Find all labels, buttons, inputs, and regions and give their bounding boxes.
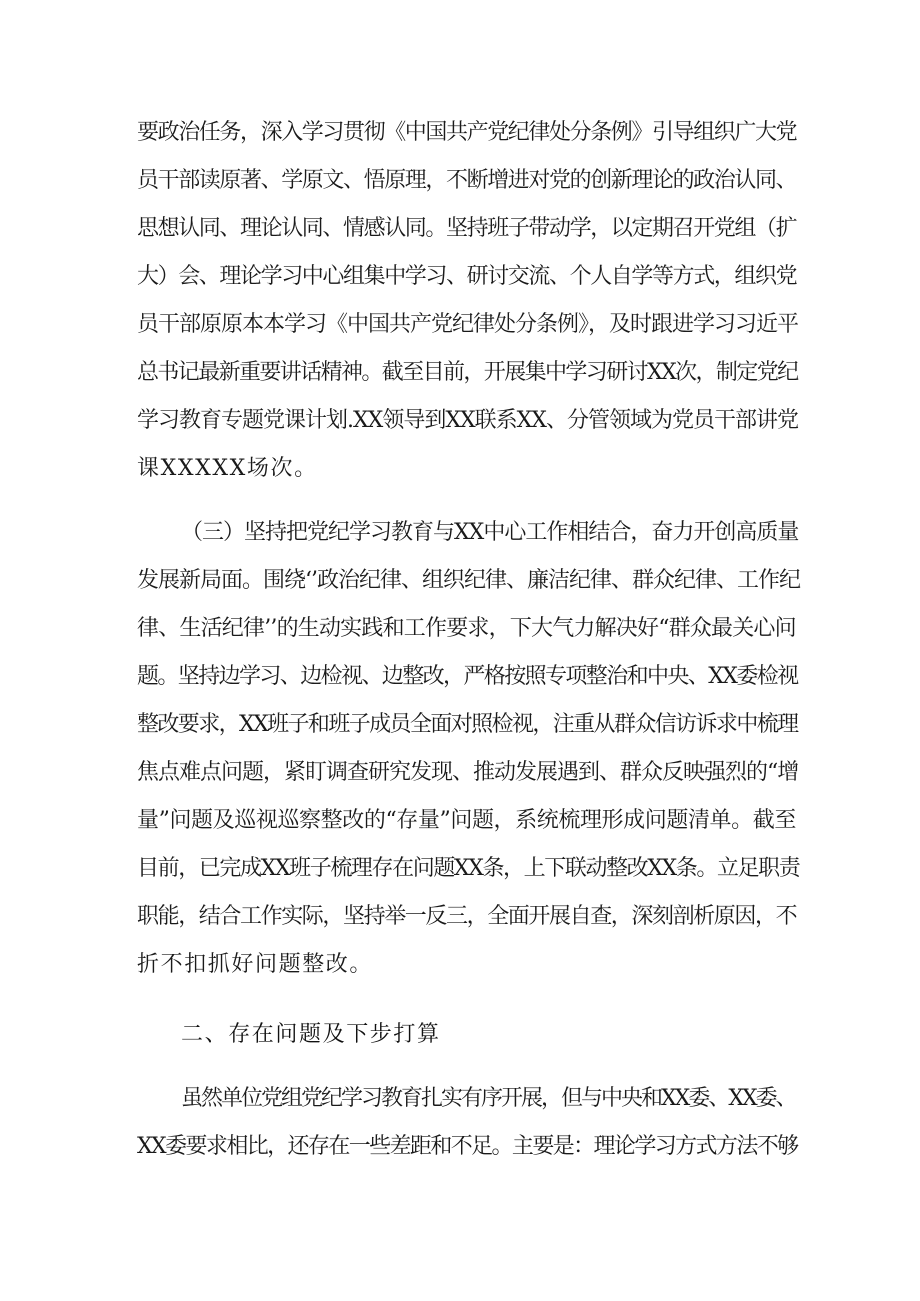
paragraph-line: 目前，已完成XX班子梳理存在问题XX条，上下联动整改XX条。立足职责: [137, 856, 800, 881]
paragraph-line: 大）会、理论学习中心组集中学习、研讨交流、个人自学等方式，组织党: [137, 264, 797, 289]
paragraph-line: 员干部读原著、学原文、悟原理，不断增进对党的创新理论的政治认同、: [137, 168, 797, 193]
paragraph-line: 总书记最新重要讲话精神。截至目前，开展集中学习研讨XX次，制定党纪: [137, 360, 798, 385]
paragraph-line: 整改要求，XX班子和班子成员全面对照检视，注重从群众信访诉求中梳理: [137, 712, 798, 737]
paragraph-line: 职能，结合工作实际，坚持举一反三，全面开展自查，深刻剖析原因，不: [137, 904, 797, 929]
paragraph-line: 课XXXXX场次。: [137, 456, 318, 481]
paragraph-line: 题。坚持边学习、边检视、边整改，严格按照专项整治和中央、XX委检视: [137, 664, 798, 689]
paragraph-line: 学习教育专题党课计划.XX领导到XX联系XX、分管领域为党员干部讲党: [137, 408, 798, 433]
paragraph-line: 发展新局面。围绕‘’政治纪律、组织纪律、廉洁纪律、群众纪律、工作纪: [137, 568, 800, 593]
paragraph-line: 律、生活纪律’’的生动实践和工作要求，下大气力解决好“群众最关心问: [137, 616, 796, 641]
paragraph-line: 要政治任务，深入学习贯彻《中国共产党纪律处分条例》引导组织广大党: [137, 120, 797, 145]
paragraph-line: （三）坚持把党纪学习教育与XX中心工作相结合，奋力开创高质量: [181, 520, 799, 545]
paragraph-line: 虽然单位党组党纪学习教育扎实有序开展，但与中央和XX委、XX委、: [181, 1086, 796, 1111]
paragraph-line: 员干部原原本本学习《中国共产党纪律处分条例》，及时跟进学习习近平: [137, 312, 799, 337]
paragraph-line: 量”问题及巡视巡察整改的“存量”问题，系统梳理形成问题清单。截至: [137, 808, 796, 833]
section-heading: 二、存在问题及下步打算: [181, 1022, 441, 1047]
paragraph-line: XX委要求相比，还存在一些差距和不足。主要是：理论学习方式方法不够: [137, 1134, 798, 1159]
paragraph-line: 焦点难点问题，紧盯调查研究发现、推动发展遇到、群众反映强烈的“增: [137, 760, 799, 785]
paragraph-line: 折不扣抓好问题整改。: [137, 952, 374, 977]
paragraph-line: 思想认同、理论认同、情感认同。坚持班子带动学，以定期召开党组（扩: [137, 216, 797, 241]
